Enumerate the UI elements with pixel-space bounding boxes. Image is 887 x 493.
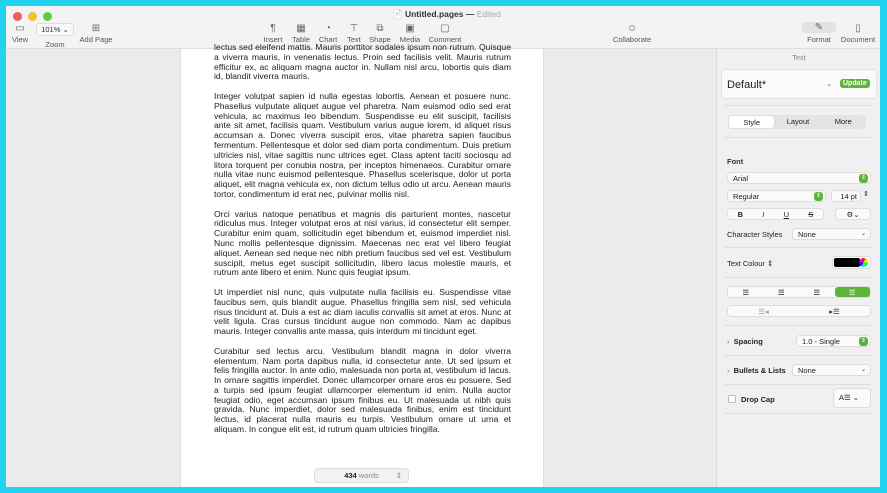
paragraph[interactable]: Curabitur sed lectus arcu. Vestibulum blandit magna in dolor viverra elementum. Nam porta dapibus nulla, id consectetur ante. Ut sed ipsum et felis fringilla auctor. In ante odio, malesuada non porta at, vestibulum id lacus. In ornare sagittis imperdiet. Donec ullamcorper ornare eros eu posuere. Sed a turpis sed ipsum feugiat ullamcorper elementum id enim. Nulla auctor feugiat odio, eget accumsan ipsum finibus eu. Ut malesuada ut nibh quis gravida. Nunc imperdiet, dolor sed malesuada finibus, enim est tincidunt lectus, id placerat nulla mauris eu turpis. Vestibulum ornare ut urna et aliquam. In congue elit est, id rutrum quam ultricies fringilla. [214,345,511,435]
collaborate-label: Collaborate [612,35,652,44]
font-size-stepper[interactable]: ⇕ [863,191,869,198]
sidebar-icon: ▭ [15,23,25,34]
zoom-value: 101% [41,25,61,34]
shape-button[interactable] [368,23,392,44]
document-name: Untitled.pages [404,9,464,19]
stepper-icon: ⇕ [860,338,867,344]
align-right-icon[interactable]: ☰ [813,288,821,297]
document-label: Document [840,35,876,44]
document-icon: ▯ [855,23,861,34]
chart-button[interactable] [317,23,339,44]
justify-icon[interactable]: ☰ [835,287,871,297]
drop-cap-label: Drop Cap [741,395,775,404]
shape-icon: ⧉ [376,23,384,34]
add-page-label: Add Page [79,35,113,44]
table-icon: ▦ [296,23,306,34]
style-tabs [728,115,866,129]
stepper-icon: ⇕ [815,193,822,199]
insert-button[interactable] [262,23,284,44]
alignment-buttons [727,286,871,298]
body-text[interactable] [214,43,511,445]
document-button[interactable] [840,23,876,44]
document-page[interactable] [180,42,544,487]
font-label: Font [727,157,744,166]
divider [725,277,871,278]
close-button[interactable] [13,12,22,21]
comment-label: Comment [428,35,462,44]
update-button[interactable]: Update [840,79,870,88]
colour-swatch [834,258,860,267]
spacing-select[interactable] [796,335,871,347]
stepper-icon: ⇕ [395,471,402,480]
stepper-icon: ⇕ [860,175,867,181]
drop-cap-style-select[interactable] [833,388,871,408]
media-icon: ▣ [405,23,415,34]
spacing-label: Spacing [733,337,763,346]
bullets-value: None [798,366,816,375]
format-label: Format [802,33,836,44]
text-label: Text [347,35,361,44]
colour-wheel-icon[interactable] [859,258,868,267]
divider [725,413,871,414]
shape-label: Shape [369,35,391,44]
divider [725,137,871,138]
collaborate-button[interactable] [610,23,654,44]
media-button[interactable] [398,23,422,44]
text-button[interactable] [344,23,364,44]
insert-label: Insert [263,35,283,44]
divider [725,384,871,385]
pilcrow-icon: ¶ [270,23,276,34]
paintbrush-icon: ✎ [814,22,824,33]
paragraph[interactable]: Orci varius natoque penatibus et magnis dis parturient montes, nascetur ridiculus mus. Integer volutpat eros at nisl varius, id consectetur elit semper. Curabitur enim quam, sollicitudin eget bibendum et, euismod imperdiet nisl. Nunc mollis pellentesque dignissim. Maecenas nec erat vel libero feugiat aliquet. Aenean sed neque nec nibh pretium faucibus sed vel est. Vestibulum suscipit, metus eget suscipit sollicitudin, libero lacus molestie mauris, et rutrum ante libero et enim. Nunc quis feugiat ipsum. [214,208,511,278]
pages-window [6,6,880,487]
format-sidebar [716,49,880,487]
character-styles-label: Character Styles [727,230,783,239]
zoom-window-button[interactable] [43,12,52,21]
bullets-toggle[interactable]: › Bullets & Lists [727,366,786,375]
window-controls [13,12,52,21]
chart-label: Chart [318,35,338,44]
edited-status: Edited [476,9,501,19]
increase-indent-icon[interactable]: ▸☰ [829,307,840,316]
text-style-buttons [727,208,824,220]
paragraph[interactable]: Integer volutpat sapien id nulla egestas lobortis. Aenean et posuere nunc. Phasellus vulputate aliquet augue vel pharetra. Nam euismod odio sed erat vehicula, ac maximus leo bibendum. Suspendisse eu elit suscipit, facilisis ante sit amet, facilisis quam. Vestibulum varius augue lorem, id aliquet risus accumsan a. Donec viverra suscipit eros, vitae pharetra sapien faucibus fermentum. Pellentesque et dolor sed diam porta condimentum. Duis pretium ultricies nisl, vitae sagittis nunc ultrices eget. Class aptent taciti sociosqu ad litora torquent per conubia nostra, per inceptos himenaeos. Curabitur ornare nulla vitae nunc euismod pellentesque. Phasellus scelerisque, dolor ut porta aliquet, elit magna vehicula ex, non dictum tellus odio ut arcu. Aenean mauris tortor, condimentum id erat nec, pulvinar mollis nisl. [214,90,511,199]
spacing-value: 1.0 - Single [802,337,840,346]
table-label: Table [292,35,310,44]
character-styles-select[interactable] [792,228,871,240]
paragraph-style-box[interactable] [721,69,877,99]
bold-button[interactable]: B [737,210,744,219]
font-size-value: 14 pt [840,192,857,201]
bullets-label: Bullets & Lists [733,366,786,375]
comment-icon: ▢ [440,23,450,34]
align-left-icon[interactable]: ☰ [742,288,750,297]
zoom-select[interactable]: 101% ⌄ [36,23,74,36]
tab-more[interactable]: More [834,117,852,126]
drop-cap-icon: A☰ ⌄ [839,393,860,402]
italic-button[interactable]: I [762,210,765,219]
section-title: Text [792,53,806,62]
word-count: 434 [344,471,357,480]
indent-buttons [727,305,871,317]
chevron-down-icon: ⌄ [860,231,867,237]
minimize-button[interactable] [28,12,37,21]
zoom-label: Zoom [45,40,65,49]
font-family-select[interactable] [727,172,871,184]
font-size-field[interactable] [831,190,861,202]
comment-button[interactable] [428,23,462,44]
media-label: Media [399,35,421,44]
tab-style[interactable]: Style [728,115,775,129]
divider [725,325,871,326]
underline-button[interactable]: U [783,210,790,219]
divider [725,355,871,356]
spacing-toggle[interactable]: › Spacing [727,337,763,346]
divider [725,105,871,106]
chart-icon: ◔ [324,23,332,34]
collaborate-icon: ☺ [626,23,638,34]
table-button[interactable] [290,23,312,44]
view-label: View [11,35,29,44]
paragraph[interactable]: Ut imperdiet nisl nunc, quis vulputate nulla facilisis eu. Suspendisse vitae faucibus sem, quis blandit augue. Phasellus fringilla sem nisl, sed vehicula risus tincidunt at. Duis a est ac diam iaculis convallis sit amet at eros. Nunc at velit ligula. Cras cursus tincidunt augue non commodo. Nam ac dapibus mauris. Integer convallis ante massa, quis interdum mi tincidunt eget. [214,286,511,337]
bullets-select[interactable] [792,364,871,376]
view-button[interactable] [10,23,30,44]
font-value: Arial [733,174,749,183]
font-weight-value: Regular [733,192,760,201]
align-center-icon[interactable]: ☰ [777,288,785,297]
text-options-button[interactable] [835,208,871,220]
format-button[interactable] [802,22,836,44]
drop-cap-checkbox[interactable] [728,395,736,403]
tab-layout[interactable]: Layout [786,117,810,126]
paragraph-style-name: Default* [727,79,767,91]
paragraph[interactable]: lectus sed eleifend mattis. Mauris porttitor sodales ipsum non rutrum. Quisque a viverra mauris, in venenatis lectus. Proin sed facilisis velit. Mauris rutrum efficitur ex, ac aliquam magna auctor in. Nullam nisl arcu, lobortis quis diam id, blandit viverra mauris. [214,42,511,82]
canvas-right [544,49,716,487]
text-colour-text: Text Colour [727,259,765,268]
decrease-indent-icon[interactable]: ☰◂ [758,307,769,316]
font-weight-select[interactable] [727,190,826,202]
strikethrough-button[interactable]: S [808,210,814,219]
gear-icon: ⚙⌄ [846,210,860,219]
add-page-button[interactable] [78,23,114,44]
text-box-icon: ⊤ [349,23,359,34]
chevron-down-icon: ⌄ [826,79,833,88]
word-label: words [358,471,379,480]
word-count-button[interactable] [314,468,409,483]
canvas-left [6,49,180,487]
text-colour-label: Text Colour ⇕ [727,259,774,268]
window-title: 📄 Untitled.pages — Edited [392,9,501,19]
character-styles-value: None [798,230,816,239]
chevron-down-icon: ⌄ [860,367,867,373]
add-page-icon: ⊞ [91,23,101,34]
divider [725,247,871,248]
text-colour-well[interactable] [832,256,871,269]
